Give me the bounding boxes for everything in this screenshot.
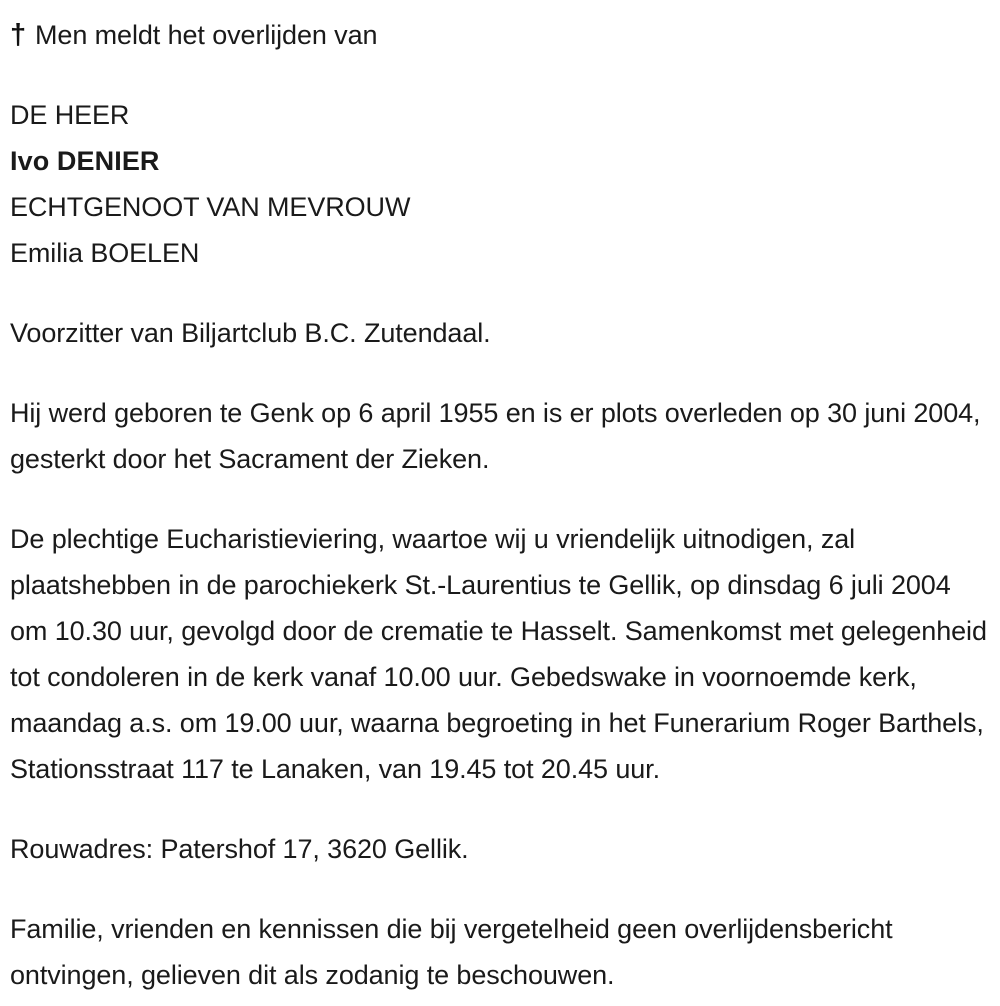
mourning-address-text: Rouwadres: Patershof 17, 3620 Gellik. (10, 834, 469, 864)
birth-death-text: Hij werd geboren te Genk op 6 april 1955 en is er plots overleden op 30 juni 2004, gesterkt door het Sacrament der Zieken. (10, 398, 988, 474)
deceased-spouse: Emilia BOELEN (10, 238, 200, 268)
headline-text: Men meldt het overlijden van (35, 20, 378, 50)
headline-block (10, 12, 990, 58)
closing-note-text: Familie, vrienden en kennissen die bij vergetelheid geen overlijdensbericht ontvingen, gelieven dit als zodanig te beschouwen. (10, 914, 900, 990)
cross-icon: † (10, 19, 27, 51)
deceased-relation: ECHTGENOOT VAN MEVROUW (10, 192, 411, 222)
deceased-block (10, 92, 990, 276)
headline (10, 12, 990, 58)
service-block (10, 516, 995, 792)
service-text: De plechtige Eucharistieviering, waartoe wij u vriendelijk uitnodigen, zal plaatshebben in de parochiekerk St.-Laurentius te Gellik, op dinsdag 6 juli 2004 om 10.30 uur, gevolgd door de crematie te Hasselt. Samenkomst met gelegenheid tot condoleren in de kerk vanaf 10.00 uur. Gebedswake in voornoemde kerk, maandag a.s. om 19.00 uur, waarna begroeting in het Funerarium Roger Barthels, Stationsstraat 117 te Lanaken, van 19.45 tot 20.45 uur. (10, 524, 995, 784)
closing-note-block (10, 906, 990, 998)
deceased-title: DE HEER (10, 100, 130, 130)
affiliation-block (10, 310, 990, 356)
affiliation-text: Voorzitter van Biljartclub B.C. Zutendaal. (10, 318, 491, 348)
deceased-name: Ivo DENIER (10, 146, 160, 176)
mourning-address-block (10, 826, 990, 872)
birth-death-block (10, 390, 990, 482)
